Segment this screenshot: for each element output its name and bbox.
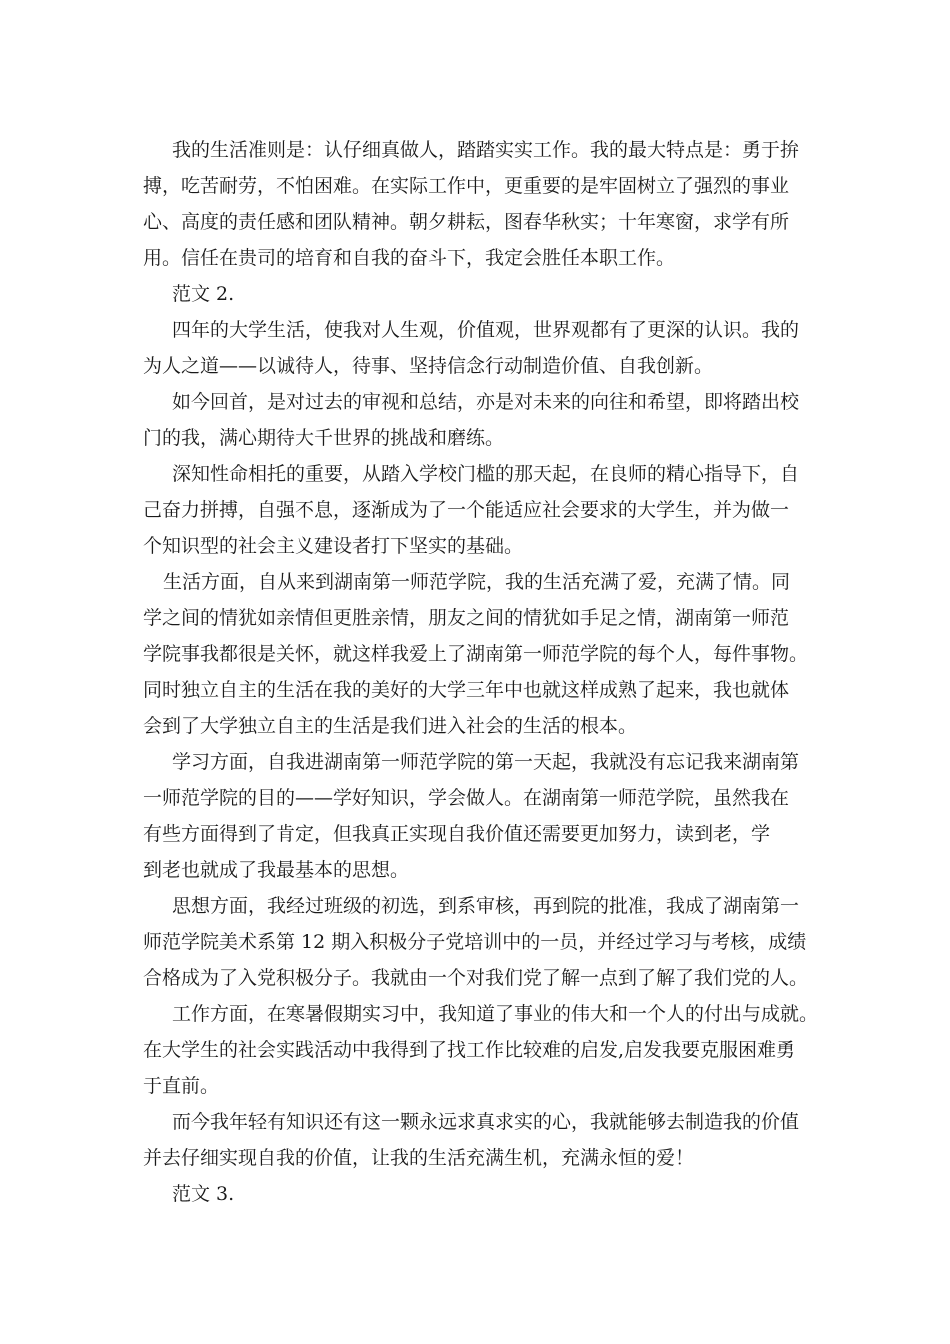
text-line: 为人之道——以诚待人，待事、坚持信念行动制造价值、自我创新。 (143, 355, 714, 377)
text-line: 有些方面得到了肯定，但我真正实现自我价值还需要更加努力，读到老，学 (143, 823, 771, 845)
text-line: 师范学院美术系第 12 期入积极分子党培训中的一员，并经过学习与考核，成绩 (143, 931, 807, 953)
text-line: 并去仔细实现自我的价值，让我的生活充满生机，充满永恒的爱！ (143, 1147, 695, 1169)
text-line: 学院事我都很是关怀，就这样我爱上了湖南第一师范学院的每个人，每件事物。 (143, 643, 809, 665)
text-line: 一师范学院的目的——学好知识，学会做人。在湖南第一师范学院，虽然我在 (143, 787, 790, 809)
text-line: 同时独立自主的生活在我的美好的大学三年中也就这样成熟了起来，我也就体 (143, 679, 790, 701)
text-line: 我的生活准则是：认仔细真做人，踏踏实实工作。我的最大特点是：勇于拚 (172, 139, 800, 161)
section-heading: 范文 3. (172, 1183, 235, 1205)
text-line: 用。信任在贵司的培育和自我的奋斗下，我定会胜任本职工作。 (143, 247, 676, 269)
text-line: 会到了大学独立自主的生活是我们进入社会的生活的根本。 (143, 715, 638, 737)
text-line: 工作方面，在寒暑假期实习中，我知道了事业的伟大和一个人的付出与成就。 (172, 1003, 819, 1025)
text-line: 生活方面，自从来到湖南第一师范学院，我的生活充满了爱，充满了情。同 (163, 571, 791, 593)
text-line: 合格成为了入党积极分子。我就由一个对我们党了解一点到了解了我们党的人。 (143, 967, 809, 989)
text-line: 门的我，满心期待大千世界的挑战和磨练。 (143, 427, 505, 449)
text-line: 学习方面，自我进湖南第一师范学院的第一天起，我就没有忘记我来湖南第 (172, 751, 800, 773)
text-line: 心、高度的责任感和团队精神。朝夕耕耘，图春华秋实；十年寒窗，求学有所 (143, 211, 790, 233)
text-line: 思想方面，我经过班级的初选，到系审核，再到院的批准，我成了湖南第一 (172, 895, 800, 917)
text-line: 己奋力拼搏，自强不息，逐渐成为了一个能适应社会要求的大学生，并为做一 (143, 499, 790, 521)
text-line: 到老也就成了我最基本的思想。 (143, 859, 410, 881)
text-line: 个知识型的社会主义建设者打下坚实的基础。 (143, 535, 524, 557)
section-heading: 范文 2. (172, 283, 235, 305)
text-line: 深知性命相托的重要，从踏入学校门槛的那天起，在良师的精心指导下，自 (172, 463, 800, 485)
text-line: 如今回首，是对过去的审视和总结，亦是对未来的向往和希望，即将踏出校 (172, 391, 800, 413)
text-line: 四年的大学生活，使我对人生观，价值观，世界观都有了更深的认识。我的 (172, 319, 800, 341)
text-line: 学之间的情犹如亲情但更胜亲情，朋友之间的情犹如手足之情，湖南第一师范 (143, 607, 790, 629)
text-line: 而今我年轻有知识还有这一颗永远求真求实的心，我就能够去制造我的价值 (172, 1111, 800, 1133)
text-line: 搏，吃苦耐劳，不怕困难。在实际工作中，更重要的是牢固树立了强烈的事业 (143, 175, 790, 197)
text-line: 在大学生的社会实践活动中我得到了找工作比较难的启发,启发我要克服困难勇 (143, 1039, 796, 1061)
text-line: 于直前。 (143, 1075, 220, 1097)
